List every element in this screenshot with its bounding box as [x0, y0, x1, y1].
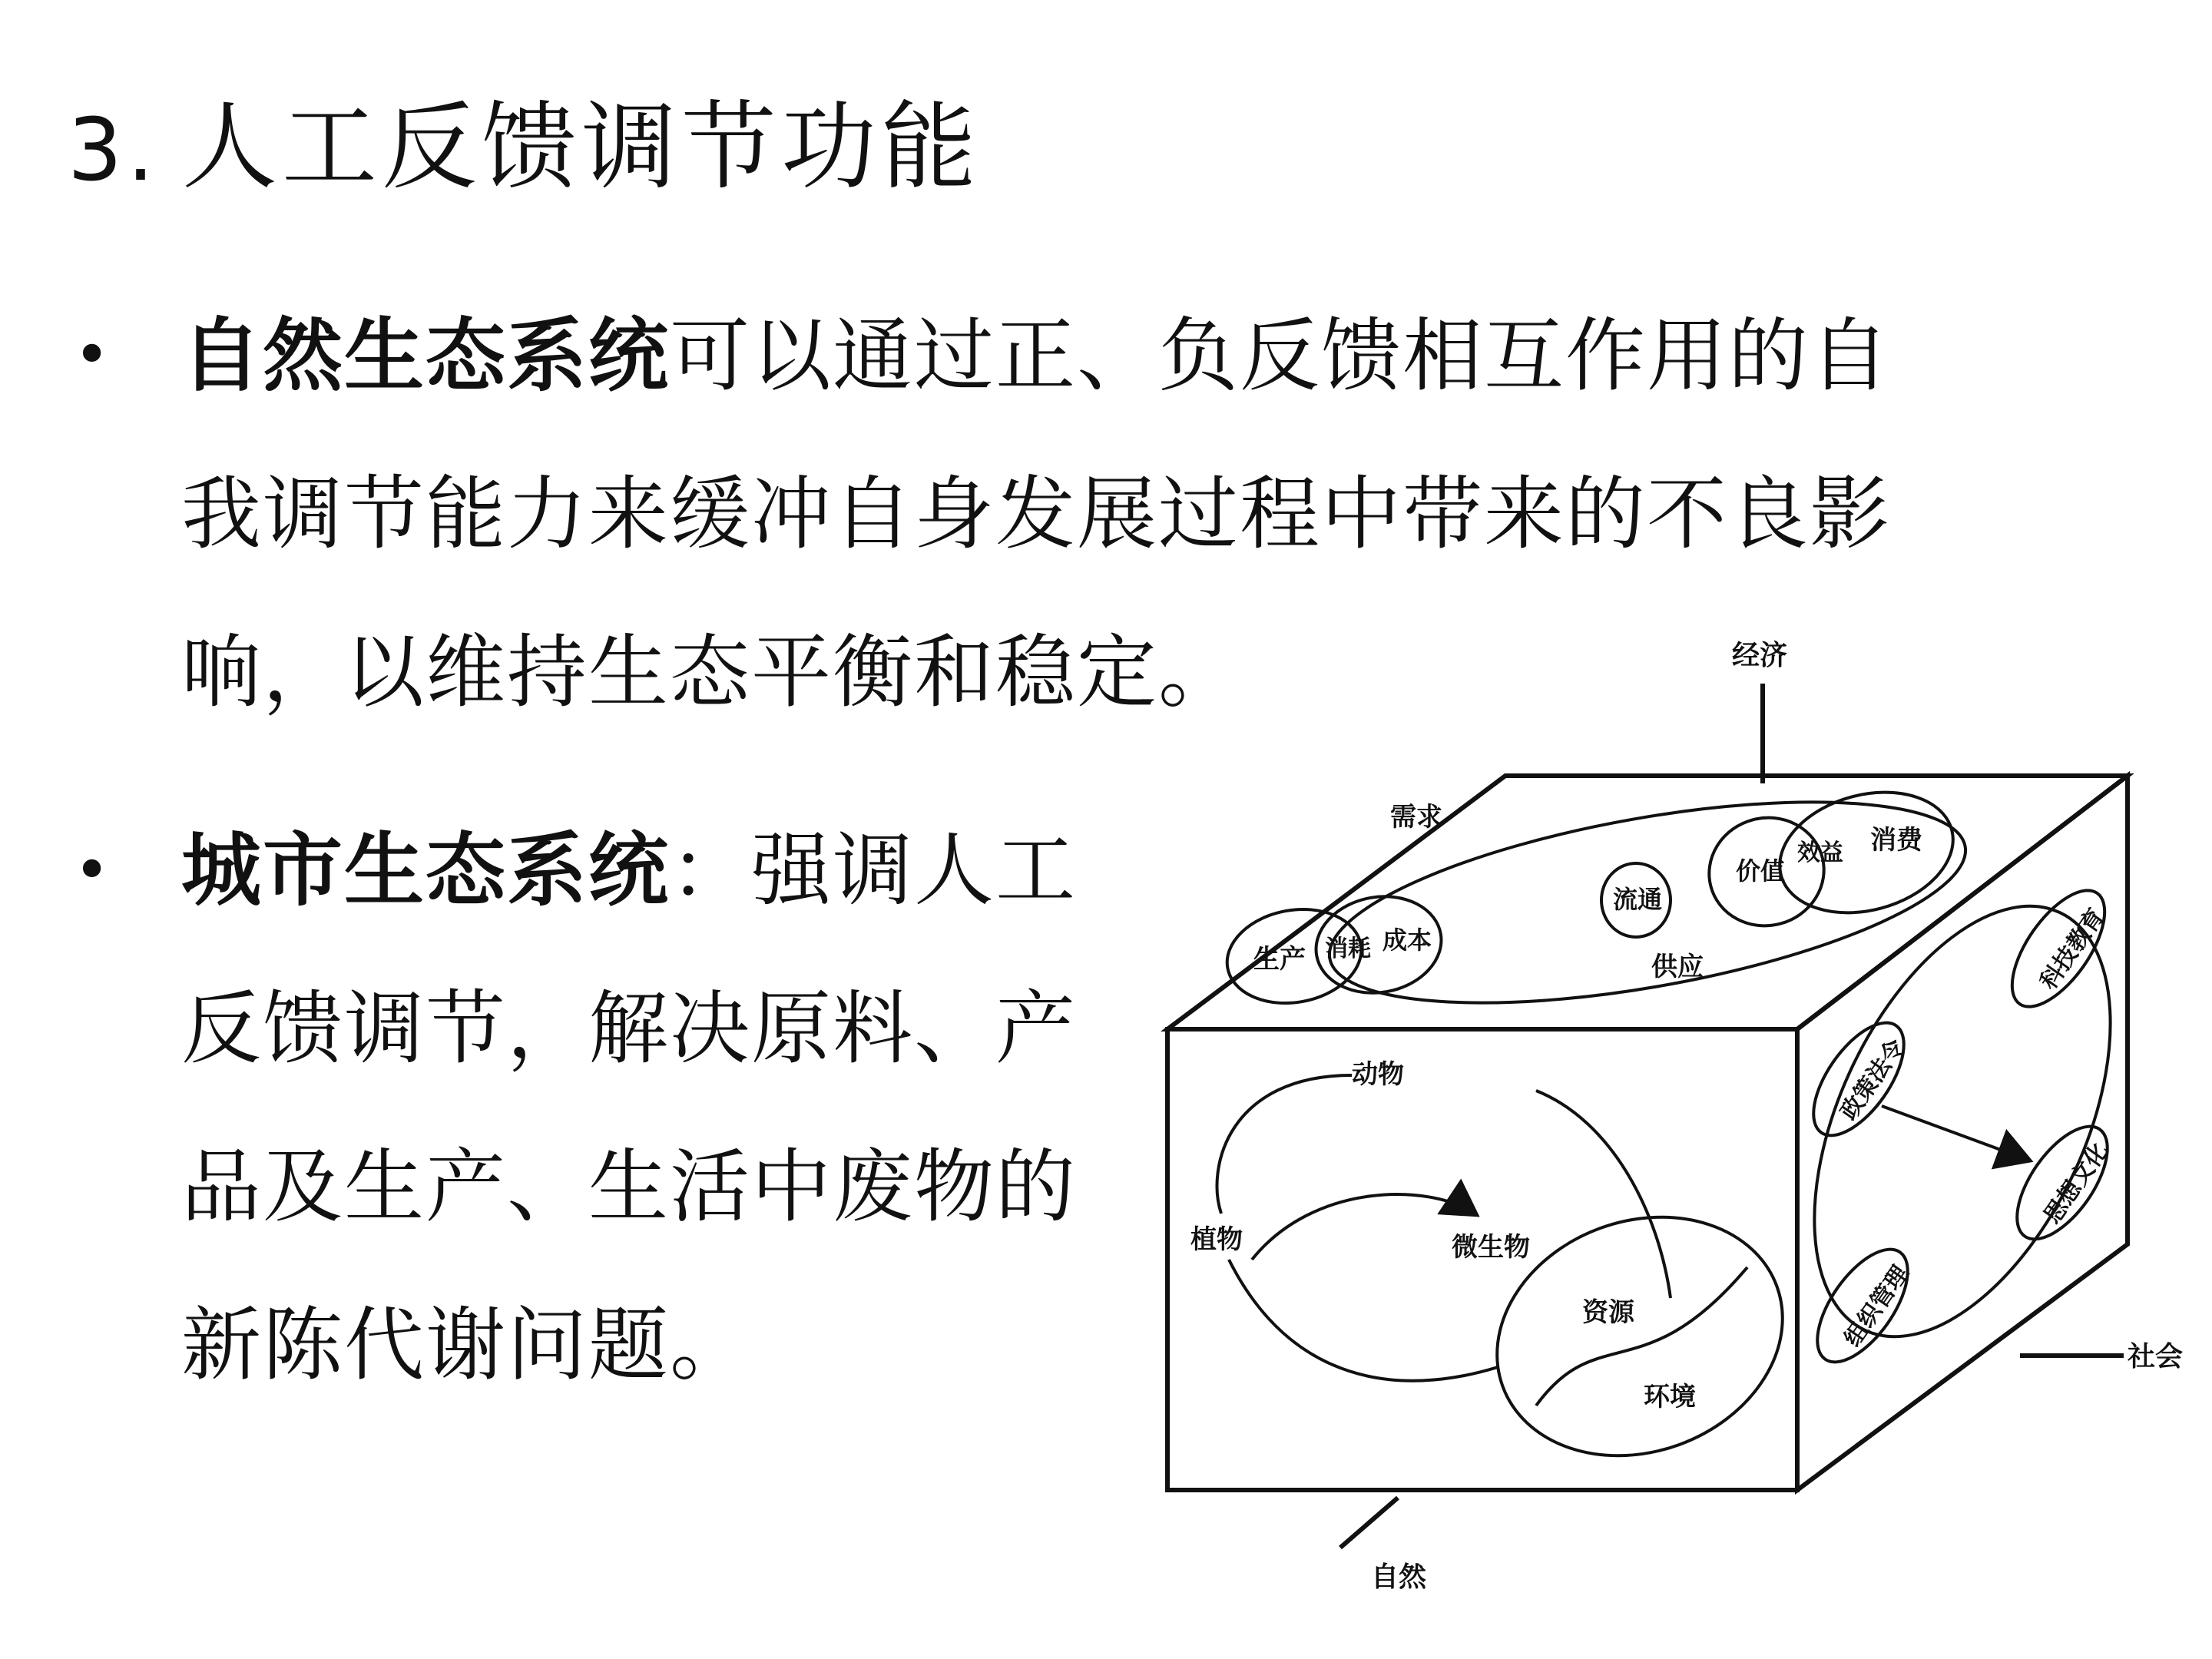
paragraph-line: 自然生态系统可以通过正、负反馈相互作用的自: [181, 308, 1892, 402]
paragraph-line: 品及生产、生活中废物的: [181, 1140, 1078, 1233]
resource-environment-divider: [1536, 1267, 1747, 1406]
label-resource: 资源: [1582, 1297, 1634, 1328]
bold-term: 城市生态系统: [181, 823, 671, 917]
right-cross-line: [1882, 1106, 2028, 1160]
paragraph-line: 城市生态系统：强调人工: [181, 823, 1078, 917]
bold-term: 自然生态系统: [181, 308, 671, 402]
label-cost: 成本: [1382, 926, 1432, 955]
label-benefit: 效益: [1797, 839, 1843, 866]
bullet-dot-2: •: [74, 834, 111, 906]
label-consumption-overlap: 消耗: [1325, 935, 1371, 962]
title-number: 3.: [68, 101, 159, 200]
label-supply: 供应: [1651, 952, 1704, 982]
label-flow: 流通: [1613, 885, 1663, 914]
axis-line-bottom: [1340, 1498, 1398, 1548]
label-animal: 动物: [1352, 1059, 1404, 1090]
cube-right-face: [1797, 776, 2128, 1490]
label-demand: 需求: [1390, 802, 1442, 833]
axis-label-economy: 经济: [1732, 639, 1788, 671]
slide-title: [68, 92, 981, 203]
paragraph-line: 我调节能力来缓冲自身发展过程中带来的不良影: [181, 467, 1892, 561]
paragraph-line: 新陈代谢问题。: [181, 1298, 752, 1392]
label-environment: 环境: [1644, 1382, 1696, 1412]
ecosystem-cube-diagram: [1137, 630, 2212, 1628]
label-organization: 组织管理: [1839, 1260, 1915, 1352]
label-consume: 消费: [1870, 825, 1922, 856]
axis-label-nature: 自然: [1371, 1561, 1427, 1593]
title-text: 人工反馈调节功能: [181, 92, 981, 203]
resource-environment-circle: [1463, 1178, 1816, 1495]
paragraph-line: 响，以维持生态平衡和稳定。: [181, 625, 1240, 719]
circle-consumption: [1767, 774, 1967, 931]
bullet-dot-1: •: [74, 319, 111, 390]
axis-label-society: 社会: [2128, 1340, 2184, 1373]
label-culture: 思想文化: [2038, 1137, 2114, 1229]
bullet-paragraph-urban: [181, 791, 1077, 1424]
label-plant: 植物: [1190, 1224, 1243, 1255]
label-value: 价值: [1736, 856, 1786, 886]
paragraph-line: 反馈调节，解决原料、产: [181, 982, 1078, 1075]
label-production: 生产: [1253, 944, 1306, 975]
right-face-cycle: [1753, 860, 2171, 1382]
label-policy-law: 政策法令: [1835, 1034, 1911, 1125]
label-microbe: 微生物: [1452, 1232, 1530, 1263]
label-tech-education: 科技教育: [2035, 903, 2111, 995]
